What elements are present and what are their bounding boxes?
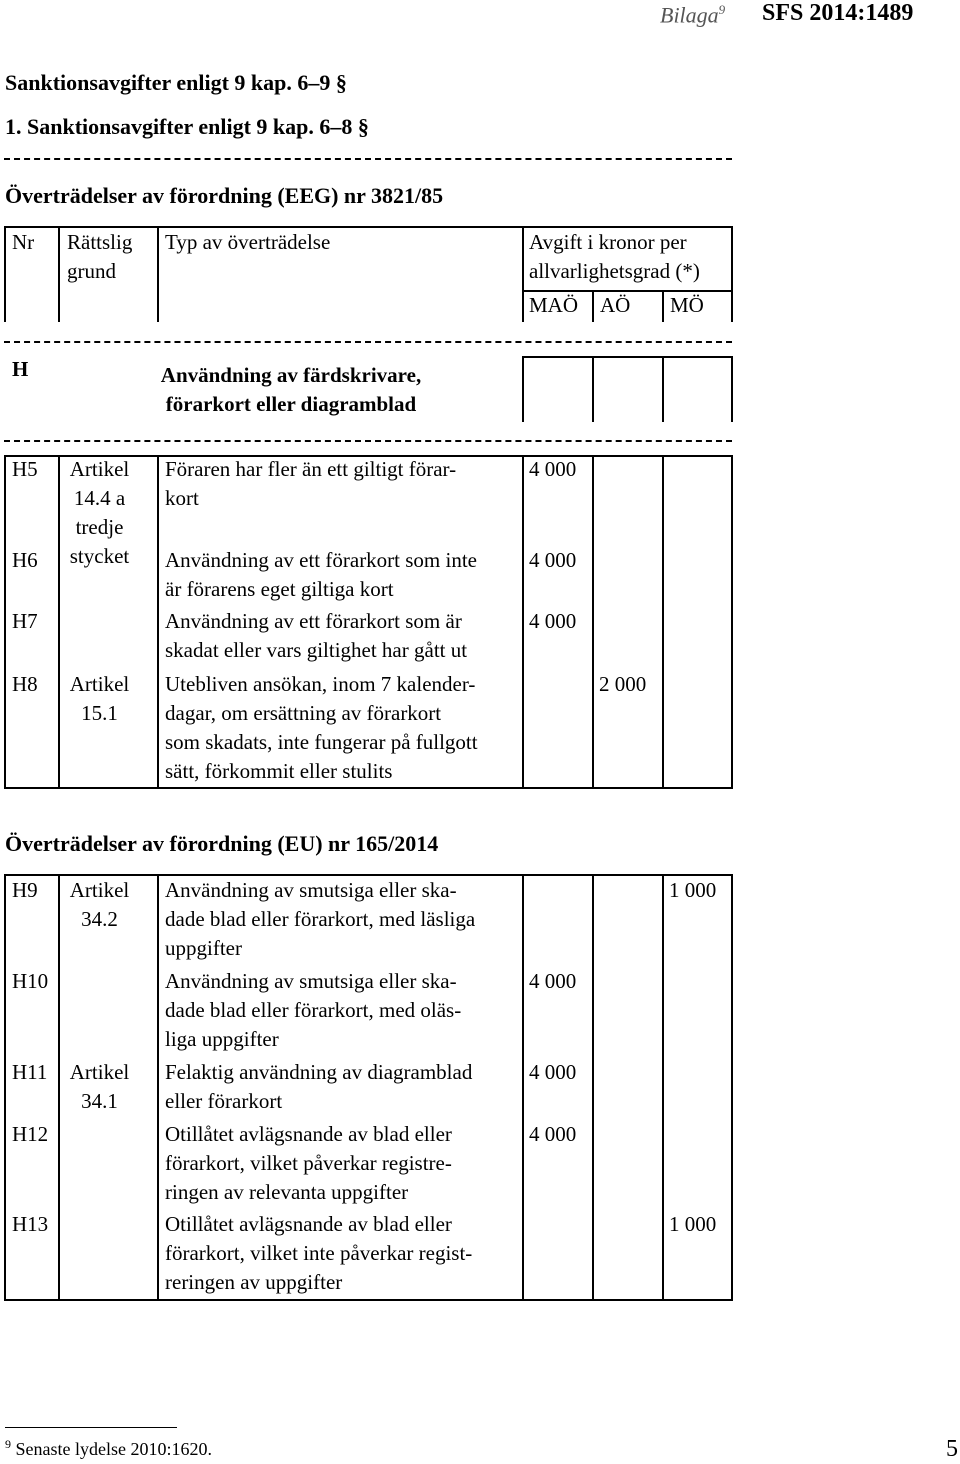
- appendix-word: Bilaga: [660, 2, 719, 28]
- group-code: H: [12, 357, 29, 381]
- row-fee-mao: 4 000: [529, 609, 577, 633]
- row-code: H7: [12, 609, 38, 633]
- col-header-fee: Avgift i kronor per allvarlighetsgrad (*): [529, 230, 700, 283]
- group-label: Användning av färdskrivare, förarkort eller diagramblad: [160, 363, 422, 416]
- page-title: Sanktionsavgifter enligt 9 kap. 6–9 §: [5, 70, 347, 95]
- row-description: Användning av ett förarkort som inte är förarens eget giltiga kort: [165, 548, 478, 601]
- col-header-mo: MÖ: [670, 293, 704, 317]
- row-fee-mo: 1 000: [669, 878, 717, 902]
- row-fee-mo: 1 000: [669, 1212, 717, 1236]
- row-description: Användning av ett förarkort som är skadat eller vars giltighet har gått ut: [165, 609, 468, 662]
- col-header-violation-type: Typ av överträdelse: [165, 230, 331, 254]
- row-description: Otillåtet avlägsnande av blad eller förarkort, vilket inte påverkar regist- reringen av uppgifter: [165, 1212, 473, 1294]
- footnote-rule: [5, 1427, 177, 1428]
- row-description: Användning av smutsiga eller ska- dade blad eller förarkort, med oläs- liga uppgifter: [165, 969, 462, 1051]
- row-legal-basis: Artikel 34.1: [69, 1060, 130, 1113]
- page-subtitle: 1. Sanktionsavgifter enligt 9 kap. 6–8 §: [5, 114, 369, 139]
- row-code: H11: [12, 1060, 48, 1084]
- footnote-marker: 9: [5, 1437, 11, 1451]
- row-code: H5: [12, 457, 38, 481]
- appendix-number: 9: [718, 2, 726, 17]
- footnote-text: Senaste lydelse 2010:1620.: [15, 1439, 212, 1459]
- row-fee-mao: 4 000: [529, 969, 577, 993]
- sfs-number: SFS 2014:1489: [762, 0, 914, 26]
- appendix-label: [660, 2, 725, 28]
- row-code: H9: [12, 878, 38, 902]
- row-description: Otillåtet avlägsnande av blad eller förarkort, vilket påverkar registre- ringen av relevanta uppgifter: [165, 1122, 452, 1204]
- row-legal-basis: Artikel 14.4 a tredje stycket: [69, 457, 130, 568]
- row-fee-mao: 4 000: [529, 457, 577, 481]
- row-code: H13: [12, 1212, 49, 1236]
- row-code: H6: [12, 548, 38, 572]
- section-title-eeg: Överträdelser av förordning (EEG) nr 3821/85: [5, 183, 444, 208]
- row-legal-basis: Artikel 15.1: [69, 672, 130, 725]
- row-fee-mao: 4 000: [529, 548, 577, 572]
- row-description: Utebliven ansökan, inom 7 kalender- dagar, om ersättning av förarkort som skadats, inte fungerar på fullgott sätt, förkommit eller stulits: [165, 672, 478, 783]
- row-code: H10: [12, 969, 49, 993]
- dashed-divider: [4, 158, 732, 160]
- row-code: H8: [12, 672, 38, 696]
- col-header-nr: Nr: [12, 230, 35, 254]
- col-header-mao: MAÖ: [529, 293, 579, 317]
- col-header-legal-basis: Rättslig grund: [67, 230, 133, 283]
- row-fee-ao: 2 000: [599, 672, 647, 696]
- row-description: Felaktig användning av diagramblad eller förarkort: [165, 1060, 473, 1113]
- row-description: Föraren har fler än ett giltigt förar- kort: [165, 457, 457, 510]
- col-header-ao: AÖ: [600, 293, 631, 317]
- page-number: 5: [946, 1436, 958, 1462]
- row-code: H12: [12, 1122, 49, 1146]
- row-fee-mao: 4 000: [529, 1060, 577, 1084]
- footnote: [5, 1437, 212, 1460]
- row-legal-basis: Artikel 34.2: [69, 878, 130, 931]
- section-title-eu: Överträdelser av förordning (EU) nr 165/2014: [5, 831, 439, 856]
- row-description: Användning av smutsiga eller ska- dade blad eller förarkort, med läsliga uppgifter: [165, 878, 476, 960]
- row-fee-mao: 4 000: [529, 1122, 577, 1146]
